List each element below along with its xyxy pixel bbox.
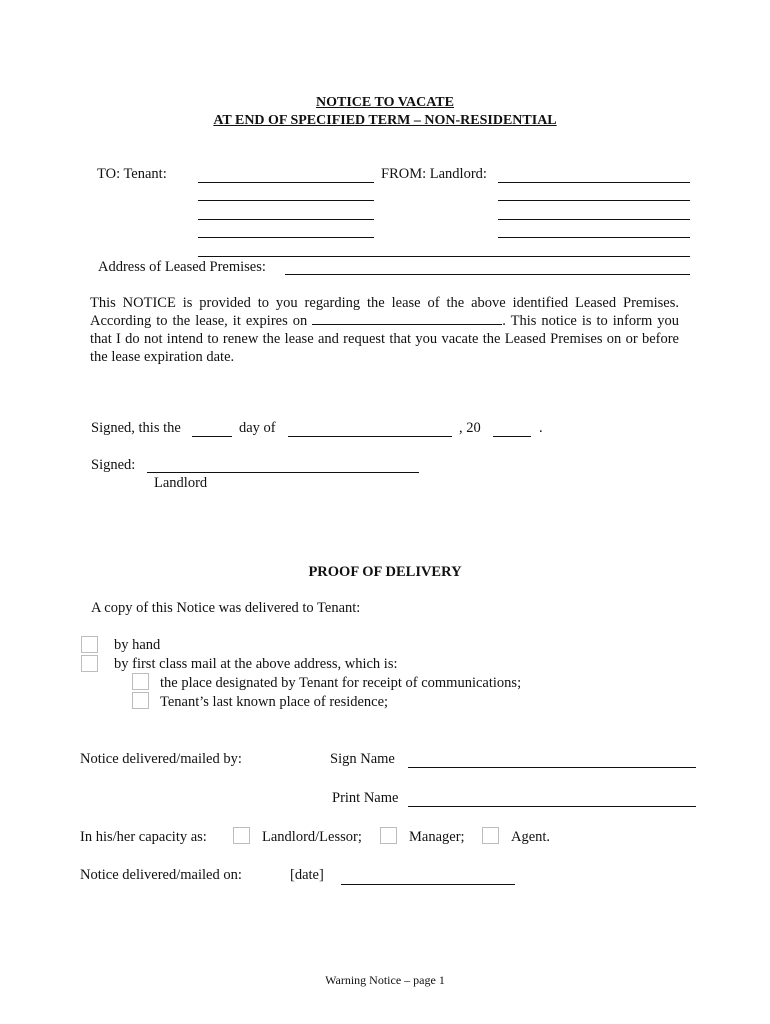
- tenant-line-4[interactable]: [198, 237, 374, 238]
- title-line-2: AT END OF SPECIFIED TERM – NON-RESIDENTIAL: [213, 113, 557, 128]
- landlord-line-4[interactable]: [498, 237, 690, 238]
- proof-intro: A copy of this Notice was delivered to Tenant:: [91, 600, 361, 616]
- last-known-checkbox[interactable]: [132, 692, 149, 709]
- landlord-lessor-checkbox[interactable]: [233, 827, 250, 844]
- designated-place-label: the place designated by Tenant for receipt of communications;: [160, 675, 522, 691]
- day-of-label: day of: [239, 420, 276, 436]
- capacity-label: In his/her capacity as:: [80, 829, 207, 845]
- by-hand-checkbox[interactable]: [81, 636, 98, 653]
- proof-heading: PROOF OF DELIVERY: [308, 564, 462, 580]
- address-label: Address of Leased Premises:: [98, 259, 266, 275]
- date-period: .: [539, 420, 543, 436]
- full-width-line[interactable]: [198, 256, 690, 257]
- tenant-line-1[interactable]: [198, 182, 374, 183]
- landlord-caption: Landlord: [154, 475, 208, 491]
- notice-text-part2: . This notice is to inform you that I do not intend to renew the lease and request that you vacate the Leased Premises on or before the lease expiration date.: [90, 313, 679, 365]
- year-prefix: , 20: [459, 420, 481, 436]
- landlord-line-2[interactable]: [498, 200, 690, 201]
- manager-checkbox[interactable]: [380, 827, 397, 844]
- delivered-by-label: Notice delivered/mailed by:: [80, 751, 242, 767]
- delivered-on-label: Notice delivered/mailed on:: [80, 867, 242, 883]
- expiration-date-blank[interactable]: [312, 312, 502, 325]
- notice-text-part1: This NOTICE is provided to you regarding the lease of the above identified Leased Premises. According to the lease, it expires on: [90, 295, 679, 329]
- delivered-date-line[interactable]: [341, 884, 515, 885]
- signed-label: Signed:: [91, 457, 136, 473]
- tenant-line-2[interactable]: [198, 200, 374, 201]
- designated-place-checkbox[interactable]: [132, 673, 149, 690]
- page-footer: Warning Notice – page 1: [325, 973, 445, 987]
- to-tenant-label: TO: Tenant:: [97, 166, 167, 182]
- manager-label: Manager;: [409, 829, 465, 845]
- print-name-line[interactable]: [408, 806, 696, 807]
- month-blank[interactable]: [288, 436, 452, 437]
- agent-label: Agent.: [511, 829, 551, 845]
- from-landlord-label: FROM: Landlord:: [381, 166, 487, 182]
- sign-name-label: Sign Name: [330, 751, 395, 767]
- landlord-line-3[interactable]: [498, 219, 690, 220]
- by-mail-checkbox[interactable]: [81, 655, 98, 672]
- tenant-line-3[interactable]: [198, 219, 374, 220]
- day-blank[interactable]: [192, 436, 232, 437]
- landlord-signature-line[interactable]: [147, 472, 419, 473]
- by-mail-label: by first class mail at the above address, which is:: [114, 656, 398, 672]
- sign-name-line[interactable]: [408, 767, 696, 768]
- notice-paragraph: [90, 294, 679, 366]
- agent-checkbox[interactable]: [482, 827, 499, 844]
- print-name-label: Print Name: [332, 790, 399, 806]
- date-label: [date]: [290, 867, 324, 883]
- year-blank[interactable]: [493, 436, 531, 437]
- last-known-label: Tenant’s last known place of residence;: [160, 694, 389, 710]
- signed-this-label: Signed, this the: [91, 420, 181, 436]
- address-line[interactable]: [285, 274, 690, 275]
- landlord-line-1[interactable]: [498, 182, 690, 183]
- landlord-lessor-label: Landlord/Lessor;: [262, 829, 362, 845]
- by-hand-label: by hand: [114, 637, 161, 653]
- title-line-1: NOTICE TO VACATE: [316, 95, 454, 110]
